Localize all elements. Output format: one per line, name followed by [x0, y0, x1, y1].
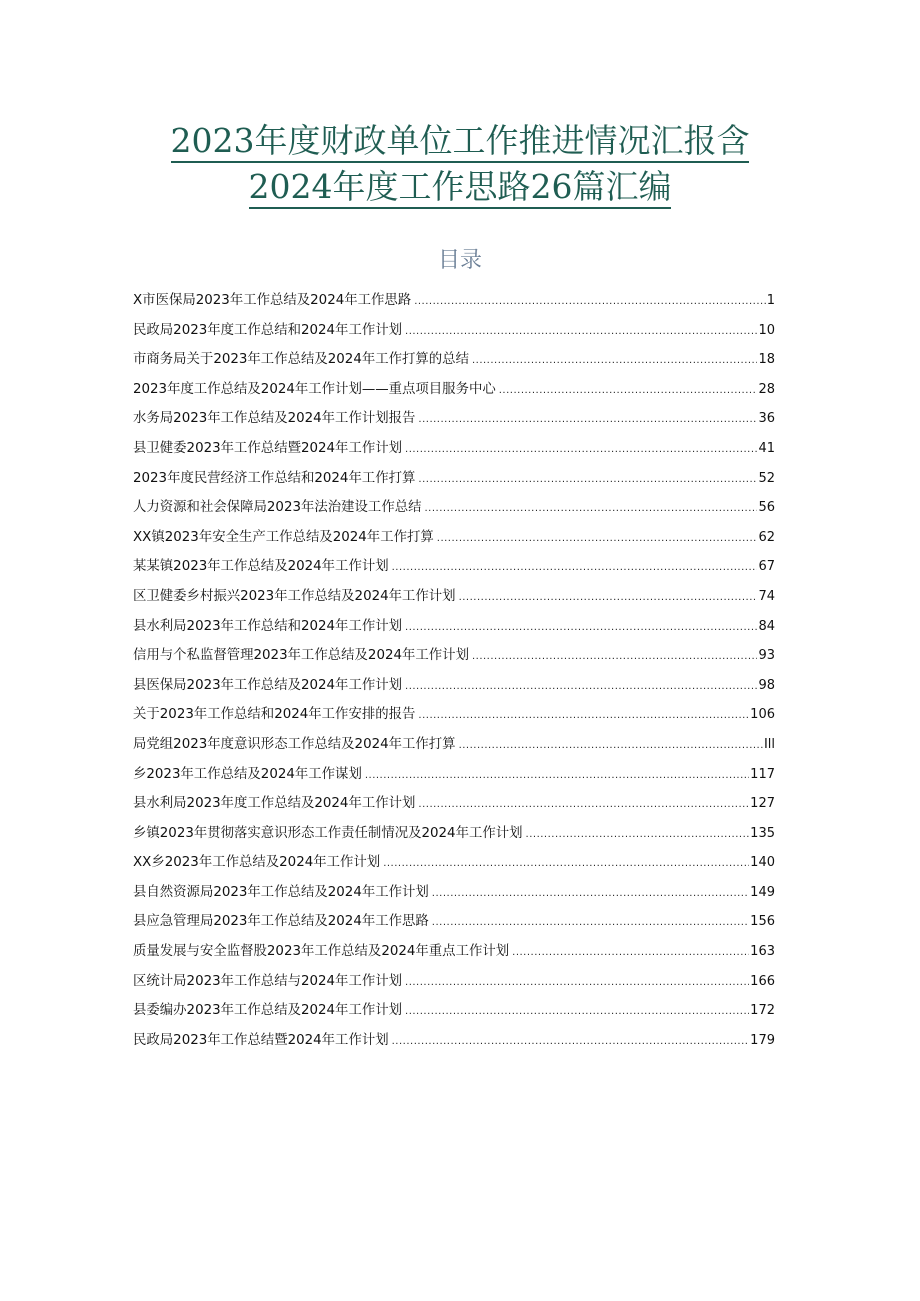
- toc-entry-page-number: 163: [750, 944, 775, 960]
- toc-entry[interactable]: [133, 792, 775, 822]
- toc-dot-leader: [418, 799, 749, 810]
- toc-entry-title: 关于2023年工作总结和2024年工作安排的报告: [133, 707, 416, 723]
- toc-dot-leader: [405, 1006, 749, 1017]
- toc-entry[interactable]: [133, 437, 775, 467]
- toc-dot-leader: [383, 858, 749, 869]
- toc-entry[interactable]: [133, 319, 775, 349]
- toc-entry[interactable]: [133, 378, 775, 408]
- toc-dot-leader: [405, 977, 749, 988]
- toc-entry[interactable]: [133, 348, 775, 378]
- title-line-1-text: 2023年度财政单位工作推进情况汇报含: [171, 121, 750, 163]
- toc-entry-title: 乡2023年工作总结及2024年工作谋划: [133, 766, 362, 782]
- toc-entry-page-number: 28: [758, 381, 775, 397]
- toc-entry[interactable]: [133, 615, 775, 645]
- toc-entry[interactable]: [133, 703, 775, 733]
- toc-entry[interactable]: [133, 733, 775, 763]
- toc-dot-leader: [432, 917, 749, 928]
- toc-entry-page-number: 149: [750, 884, 775, 900]
- title-line-1: [0, 118, 920, 164]
- toc-entry[interactable]: [133, 674, 775, 704]
- toc-entry-page-number: 36: [758, 411, 775, 427]
- toc-entry-title: 市商务局关于2023年工作总结及2024年工作打算的总结: [133, 352, 469, 368]
- toc-entry-page-number: Ill: [763, 736, 775, 752]
- toc-dot-leader: [437, 533, 758, 544]
- toc-entry[interactable]: [133, 585, 775, 615]
- toc-entry-title: 2023年度民营经济工作总结和2024年工作打算: [133, 470, 416, 486]
- toc-dot-leader: [425, 503, 758, 514]
- toc-entry[interactable]: [133, 526, 775, 556]
- toc-entry-page-number: 74: [758, 588, 775, 604]
- toc-entry-title: 2023年度工作总结及2024年工作计划——重点项目服务中心: [133, 381, 496, 397]
- toc-dot-leader: [365, 770, 749, 781]
- toc-entry[interactable]: [133, 496, 775, 526]
- table-of-contents: [133, 289, 775, 1058]
- toc-entry[interactable]: [133, 851, 775, 881]
- toc-entry-page-number: 93: [758, 648, 775, 664]
- toc-dot-leader: [459, 740, 763, 751]
- toc-entry-title: 县水利局2023年工作总结和2024年工作计划: [133, 618, 403, 634]
- toc-entry[interactable]: [133, 881, 775, 911]
- toc-entry-page-number: 106: [750, 707, 775, 723]
- toc-entry-page-number: 10: [758, 322, 775, 338]
- toc-entry[interactable]: [133, 822, 775, 852]
- toc-dot-leader: [459, 592, 758, 603]
- toc-entry-page-number: 41: [758, 440, 775, 456]
- toc-entry-page-number: 67: [758, 559, 775, 575]
- toc-entry-title: 民政局2023年工作总结暨2024年工作计划: [133, 1032, 389, 1048]
- toc-dot-leader: [405, 681, 757, 692]
- title-line-2: [0, 164, 920, 210]
- toc-entry[interactable]: [133, 407, 775, 437]
- toc-dot-leader: [472, 355, 757, 366]
- toc-entry-title: 县卫健委2023年工作总结暨2024年工作计划: [133, 440, 403, 456]
- toc-entry[interactable]: [133, 940, 775, 970]
- toc-entry[interactable]: [133, 467, 775, 497]
- title-line-2-text: 2024年度工作思路26篇汇编: [249, 167, 672, 209]
- toc-entry-page-number: 84: [758, 618, 775, 634]
- toc-dot-leader: [512, 947, 749, 958]
- toc-entry-page-number: 98: [758, 677, 775, 693]
- toc-dot-leader: [405, 444, 757, 455]
- toc-dot-leader: [418, 414, 757, 425]
- toc-entry-title: 县委编办2023年工作总结及2024年工作计划: [133, 1003, 403, 1019]
- toc-entry-title: 县应急管理局2023年工作总结及2024年工作思路: [133, 914, 429, 930]
- toc-dot-leader: [392, 1036, 750, 1047]
- toc-dot-leader: [526, 829, 750, 840]
- toc-heading: 目录: [437, 248, 482, 273]
- toc-dot-leader: [392, 562, 758, 573]
- toc-entry[interactable]: [133, 763, 775, 793]
- toc-entry-page-number: 1: [766, 293, 775, 308]
- toc-entry-title: XX乡2023年工作总结及2024年工作计划: [133, 855, 381, 871]
- toc-entry[interactable]: [133, 970, 775, 1000]
- toc-entry-title: X市医保局2023年工作总结及2024年工作思路: [133, 293, 412, 308]
- toc-entry-title: 质量发展与安全监督股2023年工作总结及2024年重点工作计划: [133, 944, 510, 960]
- toc-dot-leader: [432, 888, 749, 899]
- toc-entry-page-number: 62: [758, 529, 775, 545]
- toc-entry-title: 区卫健委乡村振兴2023年工作总结及2024年工作计划: [133, 588, 456, 604]
- toc-entry-title: 信用与个私监督管理2023年工作总结及2024年工作计划: [133, 648, 469, 664]
- toc-entry-page-number: 135: [750, 825, 775, 841]
- toc-entry-title: XX镇2023年安全生产工作总结及2024年工作打算: [133, 529, 434, 545]
- toc-entry[interactable]: [133, 910, 775, 940]
- toc-dot-leader: [405, 326, 757, 337]
- toc-entry[interactable]: [133, 999, 775, 1029]
- toc-entry-page-number: 166: [750, 973, 775, 989]
- toc-entry-page-number: 127: [750, 796, 775, 812]
- toc-entry-title: 乡镇2023年贯彻落实意识形态工作责任制情况及2024年工作计划: [133, 825, 523, 841]
- toc-entry-title: 县医保局2023年工作总结及2024年工作计划: [133, 677, 403, 693]
- toc-entry-page-number: 117: [750, 766, 775, 782]
- toc-dot-leader: [414, 296, 766, 307]
- toc-entry-title: 局党组2023年度意识形态工作总结及2024年工作打算: [133, 736, 456, 752]
- toc-dot-leader: [418, 710, 749, 721]
- toc-entry-page-number: 140: [750, 855, 775, 871]
- toc-dot-leader: [418, 474, 757, 485]
- toc-entry-title: 县水利局2023年度工作总结及2024年工作计划: [133, 796, 416, 812]
- toc-entry-title: 民政局2023年度工作总结和2024年工作计划: [133, 322, 403, 338]
- document-title: [0, 118, 920, 210]
- toc-dot-leader: [499, 385, 758, 396]
- toc-entry-page-number: 52: [758, 470, 775, 486]
- toc-entry-page-number: 56: [758, 500, 775, 516]
- toc-dot-leader: [405, 622, 757, 633]
- toc-entry-page-number: 179: [750, 1032, 775, 1048]
- toc-entry[interactable]: [133, 644, 775, 674]
- toc-entry[interactable]: [133, 289, 775, 319]
- toc-entry-page-number: 172: [750, 1003, 775, 1019]
- toc-entry[interactable]: [133, 555, 775, 585]
- toc-entry-title: 水务局2023年工作总结及2024年工作计划报告: [133, 411, 416, 427]
- toc-entry-page-number: 18: [758, 352, 775, 368]
- toc-entry[interactable]: [133, 1029, 775, 1059]
- toc-entry-title: 人力资源和社会保障局2023年法治建设工作总结: [133, 500, 422, 516]
- toc-dot-leader: [472, 651, 757, 662]
- toc-entry-title: 县自然资源局2023年工作总结及2024年工作计划: [133, 884, 429, 900]
- toc-entry-page-number: 156: [750, 914, 775, 930]
- toc-entry-title: 某某镇2023年工作总结及2024年工作计划: [133, 559, 389, 575]
- toc-entry-title: 区统计局2023年工作总结与2024年工作计划: [133, 973, 403, 989]
